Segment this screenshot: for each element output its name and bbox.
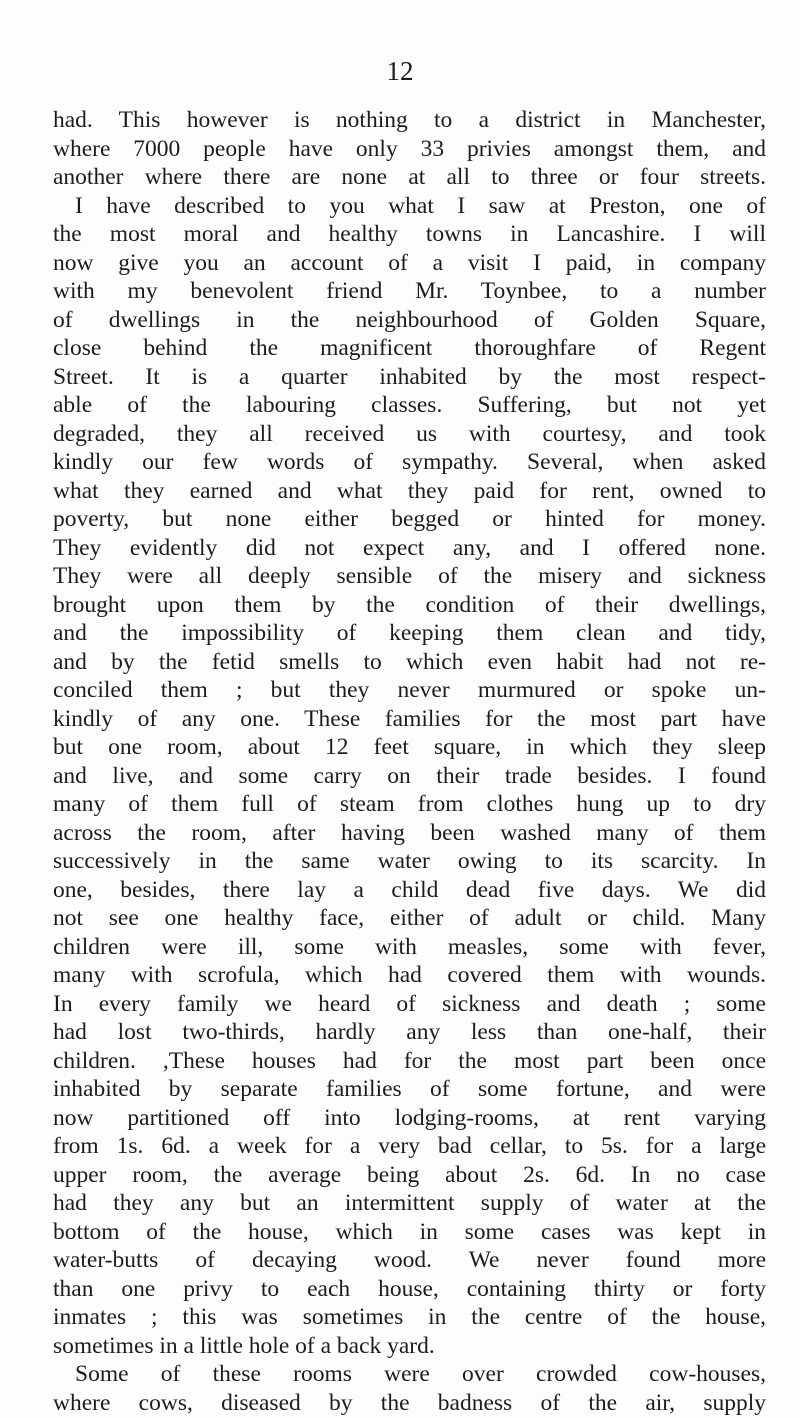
text-line: They were all deeply sensible of the misery and sickness: [53, 563, 766, 589]
text-line: where cows, diseased by the badness of the air, supply: [53, 1389, 766, 1416]
text-line: what they earned and what they paid for rent, owned to: [53, 477, 766, 504]
text-line: the most moral and healthy towns in Lancashire. I will: [53, 221, 766, 247]
text-line: another where there are none at all to three or four streets.: [53, 164, 766, 190]
text-line: many of them full of steam from clothes hung up to dry: [53, 791, 766, 817]
text-line: and the impossibility of keeping them clean and tidy,: [53, 620, 766, 646]
text-line: In every family we heard of sickness and death ; some: [53, 990, 766, 1017]
body-text: [53, 106, 766, 1417]
text-line: across the room, after having been washed many of them: [53, 819, 766, 846]
text-line: inmates ; this was sometimes in the centre of the house,: [53, 1304, 766, 1330]
text-line: had they any but an intermittent supply of water at the: [53, 1190, 766, 1216]
text-line: sometimes in a little hole of a back yard.: [53, 1332, 435, 1359]
text-line: kindly of any one. These families for the most part have: [53, 705, 766, 732]
page-number: 12: [386, 56, 414, 86]
text-line: and by the fetid smells to which even habit had not re-: [53, 648, 766, 675]
text-line: one, besides, there lay a child dead five days. We did: [53, 876, 766, 903]
text-line: many with scrofula, which had covered them with wounds.: [53, 962, 766, 988]
text-line: from 1s. 6d. a week for a very bad cellar, to 5s. for a large: [53, 1133, 766, 1159]
text-line: bottom of the house, which in some cases was kept in: [53, 1218, 766, 1245]
text-line: not see one healthy face, either of adult or child. Many: [53, 905, 766, 931]
text-line: had lost two-thirds, hardly any less than one-half, their: [53, 1019, 766, 1045]
text-line: had. This however is nothing to a district in Manchester,: [53, 107, 766, 133]
text-line: than one privy to each house, containing thirty or forty: [53, 1275, 766, 1302]
text-line: upper room, the average being about 2s. 6d. In no case: [53, 1161, 766, 1188]
text-line: with my benevolent friend Mr. Toynbee, to a number: [53, 278, 766, 304]
text-line: able of the labouring classes. Suffering, but not yet: [53, 392, 766, 418]
text-line: where 7000 people have only 33 privies amongst them, and: [53, 135, 766, 162]
text-line: children were ill, some with measles, some with fever,: [53, 933, 766, 960]
text-line: Street. It is a quarter inhabited by the most respect-: [53, 363, 766, 390]
text-line: I have described to you what I saw at Preston, one of: [75, 192, 766, 219]
text-line: conciled them ; but they never murmured or spoke un-: [53, 677, 766, 703]
text-line: successively in the same water owing to its scarcity. In: [53, 848, 766, 874]
text-line: water-butts of decaying wood. We never found more: [53, 1247, 766, 1273]
text-line: inhabited by separate families of some fortune, and were: [53, 1076, 766, 1102]
text-line: They evidently did not expect any, and I offered none.: [53, 534, 766, 561]
text-line: close behind the magnificent thoroughfare of Regent: [53, 335, 766, 361]
text-line: and live, and some carry on their trade besides. I found: [53, 762, 766, 789]
text-line: of dwellings in the neighbourhood of Golden Square,: [53, 306, 766, 333]
text-line: now partitioned off into lodging-rooms, at rent varying: [53, 1104, 766, 1131]
text-line: Some of these rooms were over crowded cow-houses,: [75, 1361, 766, 1387]
text-line: degraded, they all received us with courtesy, and took: [53, 420, 766, 447]
text-line: kindly our few words of sympathy. Several, when asked: [53, 449, 766, 475]
text-line: brought upon them by the condition of their dwellings,: [53, 591, 766, 618]
text-line: poverty, but none either begged or hinted for money.: [53, 506, 766, 532]
text-line: but one room, about 12 feet square, in which they sleep: [53, 734, 766, 760]
text-line: children. ,These houses had for the most part been once: [53, 1047, 766, 1074]
text-line: now give you an account of a visit I paid, in company: [53, 249, 766, 276]
